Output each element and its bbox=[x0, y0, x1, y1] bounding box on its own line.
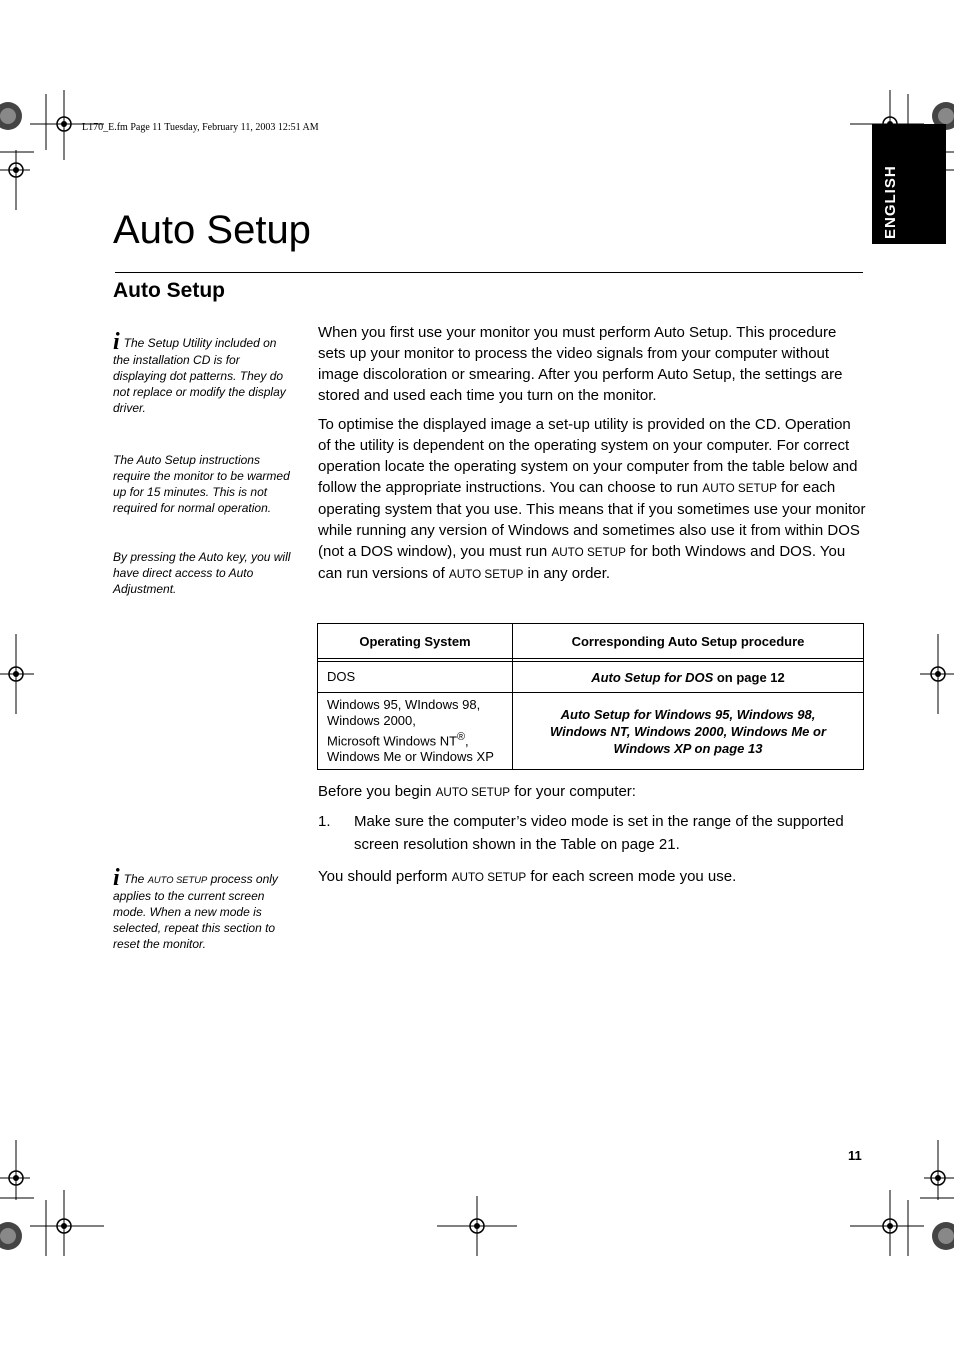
intro-paragraph bbox=[318, 322, 866, 406]
title-rule bbox=[115, 272, 863, 273]
final-paragraph bbox=[318, 866, 866, 888]
os-windows-line-2: Microsoft Windows NT bbox=[327, 733, 458, 749]
sidenote-screen-mode bbox=[113, 865, 295, 952]
paragraph-2-c: for both Windows and DOS. You can run versions of bbox=[318, 543, 846, 582]
paragraph-2-d: in any order. bbox=[523, 565, 611, 582]
sidenote-4-post: process only applies to the current screen mode. When a new mode is selected, repeat this section to reset the monitor. bbox=[113, 872, 278, 951]
registered-mark: ® bbox=[457, 731, 466, 743]
table-cell-procedure bbox=[513, 662, 864, 693]
sidenote-4-smallcaps: AUTO SETUP bbox=[147, 875, 208, 885]
paragraph-2-a: To optimise the displayed image a set-up utility is provided on the CD. Operation of the utility is dependent on the operating system on your computer. For correct operation locate the operating system on your computer from the table below and follow the appropriate instructions. You can choose to run bbox=[318, 416, 858, 496]
language-tab-label: ENGLISH bbox=[882, 165, 899, 239]
table-cell-os: DOS bbox=[318, 662, 513, 693]
paragraph-2-smallcaps-1: AUTO SETUP bbox=[702, 482, 777, 495]
table-header-procedure: Corresponding Auto Setup procedure bbox=[513, 624, 864, 659]
section-title: Auto Setup bbox=[113, 279, 225, 302]
info-icon: i bbox=[113, 865, 120, 891]
sidenote-setup-utility bbox=[113, 329, 295, 416]
register-mark-mid-left bbox=[0, 634, 40, 714]
sidenote-1-text: The Setup Utility included on the installation CD is for displaying dot patterns. They do not replace or modify the display driver. bbox=[113, 336, 286, 415]
os-windows-line-3: Windows Me or Windows XP bbox=[327, 749, 494, 765]
table-row bbox=[318, 693, 864, 770]
os-windows-line-1: Windows 95, WIndows 98, Windows 2000, bbox=[327, 697, 481, 728]
os-procedure-table bbox=[317, 623, 864, 770]
procedure-page-dos: on page 12 bbox=[713, 669, 785, 685]
os-windows-line-2-end: , bbox=[465, 733, 469, 749]
paragraph-1: When you first use your monitor you must perform Auto Setup. This procedure sets up your monitor to process the video signals from your computer without image discoloration or smearing. After you perform Auto Setup, the settings are stored and used each time you turn on the monitor. bbox=[318, 324, 843, 404]
register-mark-top-left bbox=[0, 90, 110, 220]
register-mark-bottom-left bbox=[0, 1140, 110, 1260]
before-b: for your computer: bbox=[510, 783, 636, 800]
paragraph-2-smallcaps-3: AUTO SETUP bbox=[448, 568, 524, 581]
register-mark-mid-right bbox=[914, 634, 954, 714]
language-tab bbox=[872, 124, 946, 244]
register-mark-bottom-center bbox=[437, 1196, 517, 1256]
final-a: You should perform bbox=[318, 868, 452, 885]
page-number: 11 bbox=[848, 1148, 862, 1163]
info-icon: i bbox=[113, 329, 120, 355]
procedure-link-windows[interactable]: Auto Setup for Windows 95, Windows 98, Windows NT, Windows 2000, Windows Me or Windows XP on page 13 bbox=[549, 706, 827, 756]
before-smallcaps: AUTO SETUP bbox=[435, 786, 511, 799]
file-info-header: L170_E.fm Page 11 Tuesday, February 11, 2003 12:51 AM bbox=[82, 122, 319, 133]
before-begin-paragraph bbox=[318, 781, 866, 803]
sidenote-auto-key bbox=[113, 549, 295, 597]
optimise-paragraph bbox=[318, 414, 866, 585]
table-cell-procedure bbox=[513, 693, 864, 770]
chapter-title: Auto Setup bbox=[113, 208, 311, 252]
final-smallcaps: AUTO SETUP bbox=[451, 871, 527, 884]
sidenote-warm-up bbox=[113, 452, 295, 516]
procedure-link-dos[interactable]: Auto Setup for DOS bbox=[591, 669, 714, 685]
sidenote-2-text: The Auto Setup instructions require the monitor to be warmed up for 15 minutes. This is not required for normal operation. bbox=[113, 453, 290, 515]
paragraph-2-b: for each operating system that you use. This means that if you sometimes use your monitor while running any version of Windows and sometimes also use it from within DOS (not a DOS window), you must run bbox=[318, 479, 866, 560]
paragraph-2-smallcaps-2: AUTO SETUP bbox=[551, 546, 626, 559]
final-b: for each screen mode you use. bbox=[526, 868, 737, 885]
before-a: Before you begin bbox=[318, 783, 436, 800]
list-item-text: Make sure the computer’s video mode is set in the range of the supported screen resolution shown in the Table on page 21. bbox=[354, 813, 844, 853]
list-item-number: 1. bbox=[318, 813, 331, 830]
sidenote-4-pre: The bbox=[123, 872, 148, 886]
sidenote-3-text: By pressing the Auto key, you will have direct access to Auto Adjustment. bbox=[113, 550, 291, 596]
table-row bbox=[318, 662, 864, 693]
table-cell-os bbox=[318, 693, 513, 770]
table-header-os: Operating System bbox=[318, 624, 513, 659]
table-header-row bbox=[318, 624, 864, 659]
list-item bbox=[318, 810, 866, 856]
